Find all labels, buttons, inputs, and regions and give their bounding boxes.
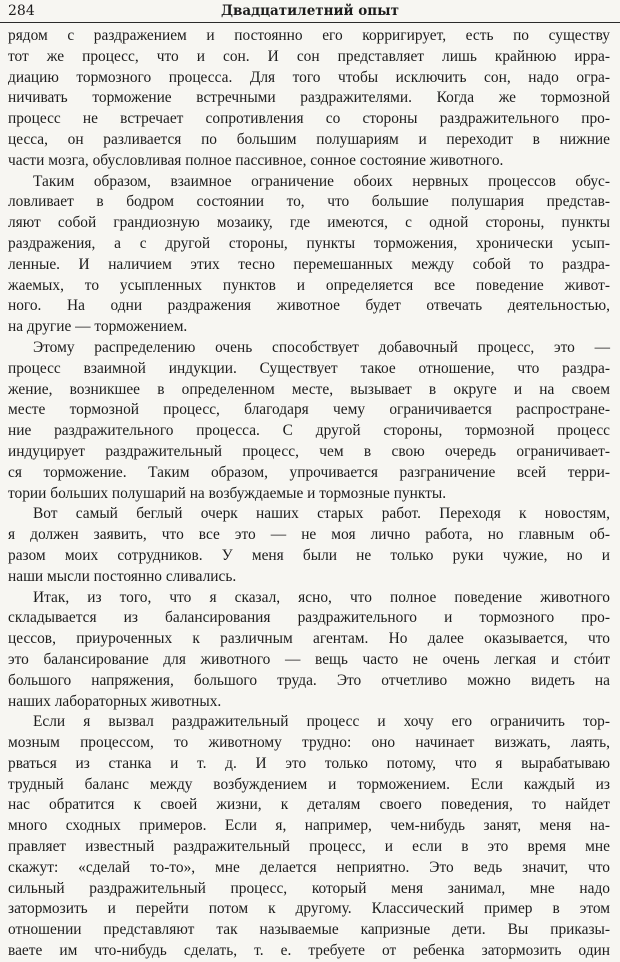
text-line: ся торможение. Таким образом, упрочивается разграничение всей терри-: [8, 463, 610, 481]
text-line: отношении представляют так называемые капризные дети. Вы приказы-: [8, 921, 610, 939]
text-line: Если я вызвал раздражительный процесс и хочу его ограничить тор-: [33, 713, 610, 731]
text-line: ляют собой грандиозную мозаику, где имеются, с одной стороны, пункты: [8, 214, 610, 232]
text-line: жение, возникшее в определенном месте, вызывает в округе и на своем: [8, 380, 610, 398]
text-line: много сходных примеров. Если я, например, чем-нибудь занят, меня на-: [8, 817, 610, 835]
text-line: большого напряжения, большого труда. Это отчетливо можно видеть на: [8, 671, 610, 689]
text-line: скажут: «сделай то-то», мне делается неприятно. Это ведь значит, что: [8, 858, 610, 876]
text-line: затормозить и перейти потом к другому. Классический пример в этом: [8, 900, 610, 918]
text-line: цесса, он разливается по большим полушариям и переходит в нижние: [8, 130, 610, 148]
text-line: ничивать торможение встречными раздражителями. Когда же тормозной: [8, 89, 610, 107]
text-line: Вот самый беглый очерк наших старых работ. Переходя к новостям,: [33, 505, 610, 523]
text-line: ние раздражительного процесса. С другой стороны, тормозной процесс: [8, 422, 610, 440]
text-line: индуцирует раздражительный процесс, чем в свою очередь ограничивает-: [8, 442, 610, 460]
page-number: 284: [8, 3, 35, 19]
text-line: наших лабораторных животных.: [8, 692, 222, 710]
text-line: рваться из станка и т. д. И это только потому, что я вырабатываю: [8, 754, 610, 772]
text-line: разом моих сотрудников. У меня были не только руки чужие, но и: [8, 546, 610, 564]
text-line: правляет известный раздражительный процесс, и если в это время мне: [8, 838, 610, 856]
text-line: Итак, из того, что я сказал, ясно, что полное поведение животного: [33, 588, 610, 606]
text-line: части мозга, обусловливая полное пассивное, сонное состояние животного.: [8, 151, 504, 169]
text-line: наши мысли постоянно сливались.: [8, 567, 237, 585]
text-line: Таким образом, взаимное ограничение обоих нервных процессов обус-: [33, 172, 610, 190]
text-line: сильный раздражительный процесс, который меня занимал, мне надо: [8, 879, 610, 897]
text-line: цессов, приуроченных к различным агентам. Но далее оказывается, что: [8, 630, 610, 648]
text-line: ного. На одни раздражения животное будет отвечать деятельностью,: [8, 297, 610, 315]
text-line: ловливает в бодром состоянии то, что большие полушария представ-: [8, 193, 610, 211]
text-line: на другие — торможением.: [8, 318, 188, 336]
text-line: нас обратится к своей жизни, к деталям своего поведения, то найдет: [8, 796, 610, 814]
text-line: ленные. И наличием этих тесно перемешанных между собой то раздра-: [8, 255, 610, 273]
text-line: жаемых, то усыпленных пунктов и определяется все поведение живот-: [8, 276, 610, 294]
text-line: процесс не встречает сопротивления со стороны раздражительного про-: [8, 110, 610, 128]
page-header: [0, 0, 620, 23]
body-text: [8, 26, 610, 962]
text-line: рядом с раздражением и постоянно его корригирует, есть по существу: [8, 27, 610, 44]
text-line: диацию тормозного процесса. Для того чтобы исключить сон, надо огра-: [8, 68, 610, 86]
text-line: тории больших полушарий на возбуждаемые и тормозные пункты.: [8, 484, 447, 502]
text-line: я должен заявить, что все это — не моя лично работа, но главным об-: [8, 526, 610, 544]
text-line: мозным процессом, то животному трудно: оно начинает визжать, лаять,: [8, 734, 610, 752]
text-line: раздражения, а с другой стороны, пункты торможения, хронически усып-: [8, 234, 610, 252]
text-line: складывается из балансирования раздражительного и тормозного про-: [8, 609, 610, 627]
text-line: Этому распределению очень способствует добавочный процесс, это —: [33, 338, 610, 356]
text-line: трудный баланс между возбуждением и торможением. Если каждый из: [8, 775, 610, 793]
text-line: процесс взаимной индукции. Существует такое отношение, что раздра-: [8, 359, 610, 377]
text-line: ваете им что-нибудь сделать, т. е. требуете от ребенка затормозить один: [8, 942, 610, 960]
running-title: Двадцатилетний опыт: [220, 3, 400, 19]
text-line: это балансирование для животного — вещь часто не очень легкая и стóит: [8, 650, 610, 668]
text-line: месте тормозной процесс, благодаря чему ограничивается распростране-: [8, 401, 610, 419]
text-line: тот же процесс, что и сон. И сон представляет лишь крайнюю ирра-: [8, 47, 610, 65]
